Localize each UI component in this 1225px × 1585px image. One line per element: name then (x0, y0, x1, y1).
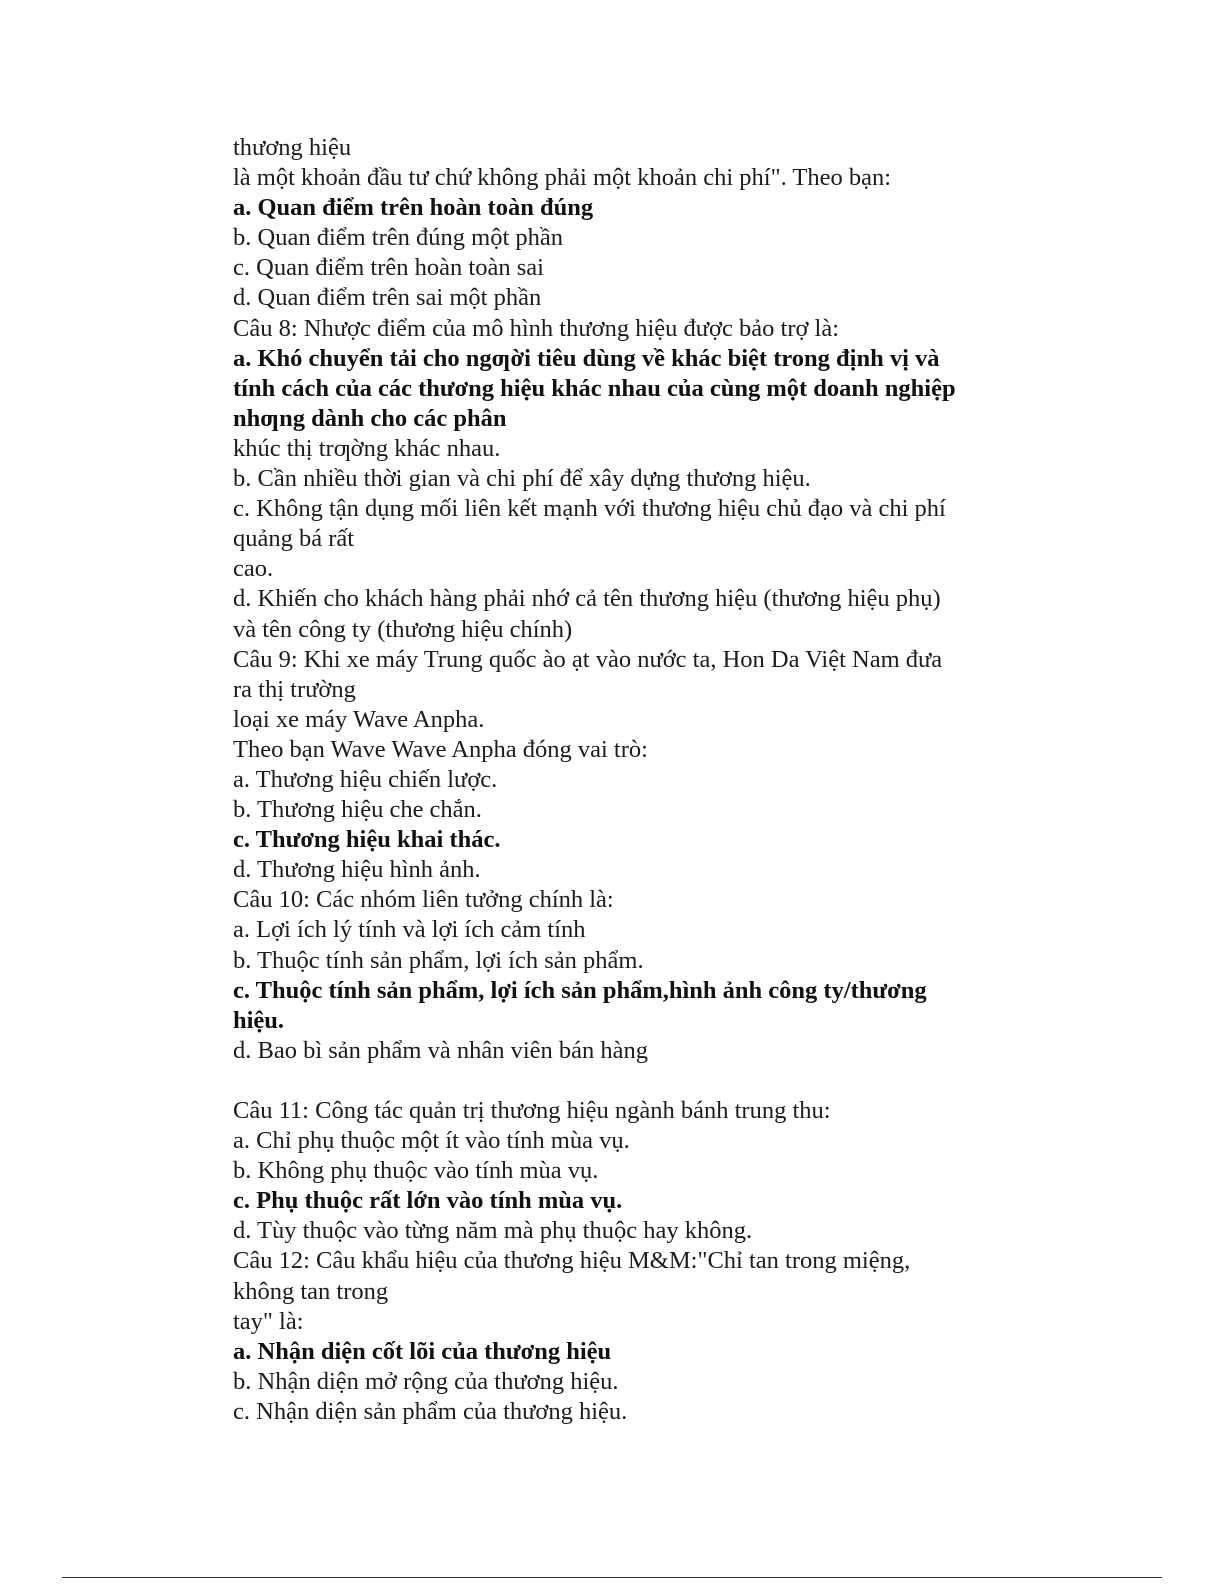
text-line: d. Quan điểm trên sai một phần (233, 284, 542, 312)
text-line: b. Thương hiệu che chắn. (233, 796, 482, 824)
answer-line-correct: tính cách của các thương hiệu khác nhau của cùng một doanh nghiệp (233, 374, 956, 402)
answer-line-correct: a. Nhận diện cốt lõi của thương hiệu (233, 1337, 612, 1365)
text-line: b. Thuộc tính sản phẩm, lợi ích sản phẩm. (233, 946, 644, 974)
text-line: khúc thị trƣờng khác nhau. (233, 434, 501, 462)
text-line: b. Nhận diện mở rộng của thương hiệu. (233, 1367, 619, 1395)
text-line: tay" là: (233, 1307, 304, 1335)
text-line: c. Quan điểm trên hoàn toàn sai (233, 254, 544, 282)
text-line: b. Cần nhiều thời gian và chi phí để xây dựng thương hiệu. (233, 465, 811, 493)
answer-line-correct: a. Khó chuyển tải cho ngƣời tiêu dùng về khác biệt trong định vị và (233, 344, 940, 372)
text-line: Câu 10: Các nhóm liên tưởng chính là: (233, 886, 614, 914)
text-line: Theo bạn Wave Wave Anpha đóng vai trò: (233, 735, 648, 763)
text-line: không tan trong (233, 1277, 389, 1305)
answer-line-correct: hiệu. (233, 1006, 285, 1034)
answer-line-correct: a. Quan điểm trên hoàn toàn đúng (233, 194, 594, 222)
answer-line-correct: nhƣng dành cho các phân (233, 404, 507, 432)
text-line: loại xe máy Wave Anpha. (233, 705, 485, 733)
text-line: ra thị trường (233, 675, 356, 703)
text-line: b. Quan điểm trên đúng một phần (233, 224, 564, 252)
text-line: a. Chỉ phụ thuộc một ít vào tính mùa vụ. (233, 1127, 630, 1155)
text-line: cao. (233, 555, 274, 583)
text-line: c. Không tận dụng mối liên kết mạnh với thương hiệu chủ đạo và chi phí (233, 495, 946, 523)
text-line: Câu 9: Khi xe máy Trung quốc ào ạt vào nước ta, Hon Da Việt Nam đưa (233, 645, 943, 673)
answer-line-correct: c. Phụ thuộc rất lớn vào tính mùa vụ. (233, 1187, 623, 1215)
text-line: c. Nhận diện sản phẩm của thương hiệu. (233, 1397, 628, 1425)
answer-line-correct: c. Thuộc tính sản phẩm, lợi ích sản phẩm,hình ảnh công ty/thương (233, 976, 927, 1004)
text-line: là một khoản đầu tư chứ không phải một khoản chi phí". Theo bạn: (233, 164, 892, 192)
text-line: d. Tùy thuộc vào từng năm mà phụ thuộc hay không. (233, 1217, 753, 1245)
text-line: Câu 11: Công tác quản trị thương hiệu ngành bánh trung thu: (233, 1097, 831, 1124)
document-page (233, 133, 1023, 1427)
document-body (233, 133, 1023, 1427)
text-line: Câu 12: Câu khẩu hiệu của thương hiệu M&M:"Chỉ tan trong miệng, (233, 1247, 911, 1275)
text-line: quảng bá rất (233, 525, 355, 553)
text-line: b. Không phụ thuộc vào tính mùa vụ. (233, 1157, 599, 1185)
text-line: thương hiệu (233, 134, 352, 161)
answer-line-correct: c. Thương hiệu khai thác. (233, 826, 501, 854)
text-line: a. Thương hiệu chiến lược. (233, 765, 498, 793)
text-line: d. Bao bì sản phẩm và nhân viên bán hàng (233, 1036, 649, 1064)
blank-line (233, 1066, 1023, 1096)
text-line: d. Thương hiệu hình ảnh. (233, 856, 481, 884)
text-line: d. Khiến cho khách hàng phải nhớ cả tên thương hiệu (thương hiệu phụ) (233, 585, 941, 613)
page-bottom-rule (62, 1577, 1162, 1578)
text-line: a. Lợi ích lý tính và lợi ích cảm tính (233, 916, 586, 944)
text-line: và tên công ty (thương hiệu chính) (233, 615, 573, 643)
text-line: Câu 8: Nhược điểm của mô hình thương hiệu được bảo trợ là: (233, 314, 840, 342)
